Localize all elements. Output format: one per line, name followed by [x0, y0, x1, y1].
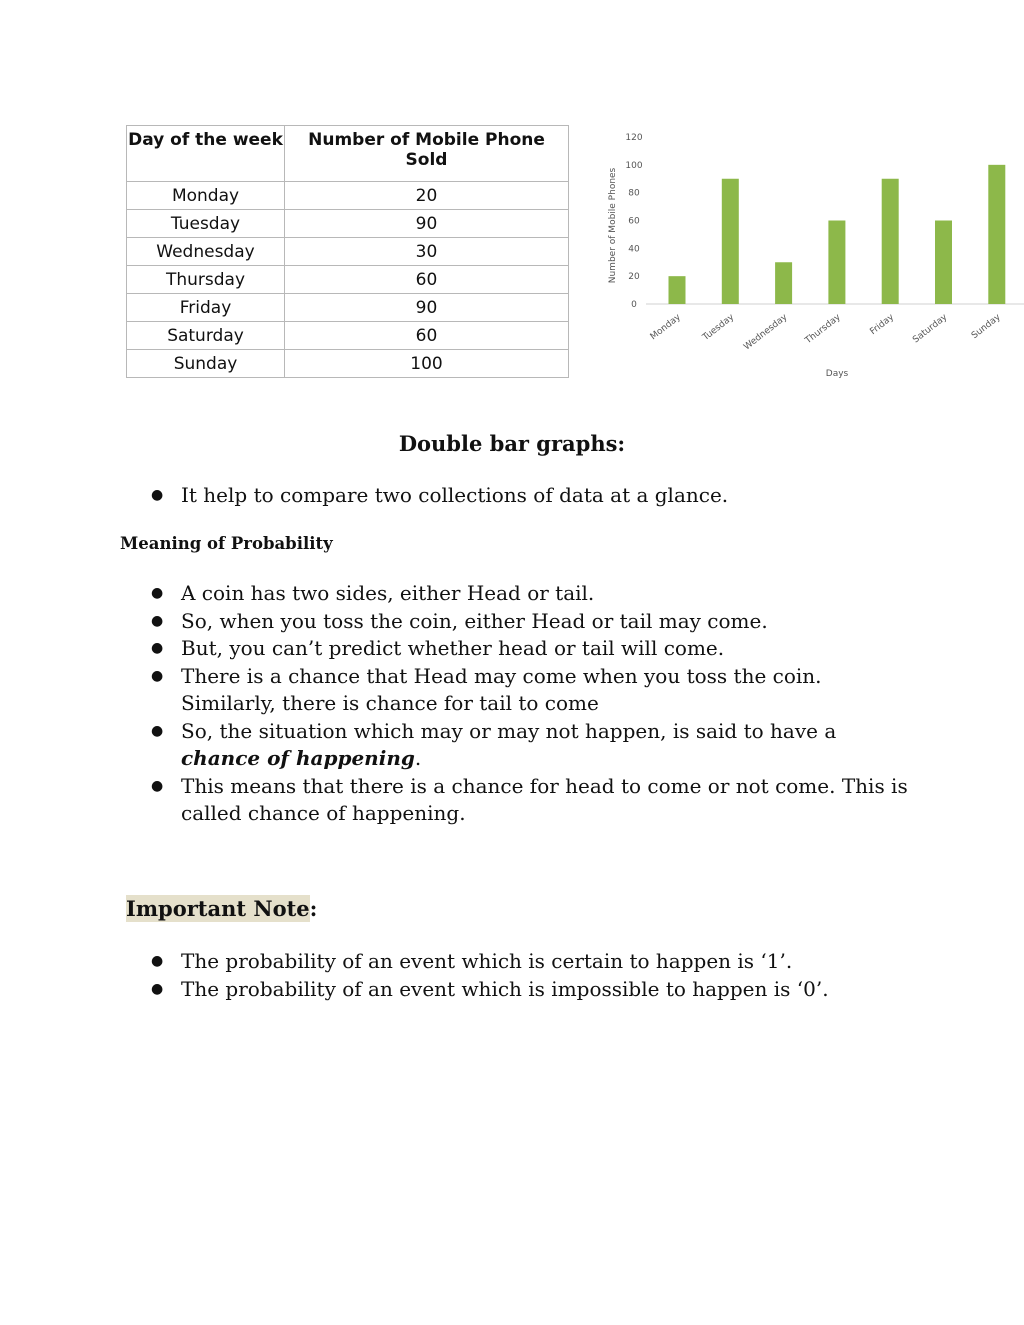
table-row	[127, 210, 569, 238]
y-tick-label: 80	[628, 188, 640, 199]
bar-sunday	[988, 165, 1005, 304]
table-row	[127, 322, 569, 350]
bullet-icon: ●	[151, 487, 164, 503]
bullet-icon: ●	[151, 980, 164, 997]
x-axis-label: Days	[825, 369, 849, 379]
phones-sold-table	[126, 125, 569, 378]
double-bar-heading: Double bar graphs:	[398, 431, 626, 456]
table-cell-count: 60	[285, 322, 569, 350]
table-row	[127, 266, 569, 294]
emphasis-chance-of-happening: chance of happening	[181, 746, 415, 770]
x-tick-label: Friday	[868, 312, 897, 338]
x-tick-label: Thursday	[803, 312, 843, 347]
probability-heading: Meaning of Probability	[120, 534, 333, 553]
table-cell-day: Thursday	[127, 266, 285, 294]
table-cell-count: 90	[285, 210, 569, 238]
bullet-icon: ●	[151, 585, 164, 601]
table-header-count: Number of Mobile Phone Sold	[285, 126, 569, 182]
table-cell-day: Wednesday	[127, 238, 285, 266]
x-tick-label: Sunday	[969, 312, 1003, 342]
list-item	[148, 635, 918, 663]
list-item-text: This means that there is a chance for head to come or not come. This is called chance of happening.	[181, 773, 908, 825]
list-item-text: A coin has two sides, either Head or tail.	[181, 581, 595, 605]
y-axis-label: Number of Mobile Phones	[608, 167, 618, 284]
chart-bars	[669, 165, 1006, 304]
table-cell-day: Saturday	[127, 322, 285, 350]
table-header-day: Day of the week	[127, 126, 285, 182]
bullet-icon: ●	[151, 640, 164, 656]
list-item	[148, 948, 918, 976]
x-tick-label: Tuesday	[701, 312, 737, 343]
table-cell-count: 60	[285, 266, 569, 294]
list-item	[148, 718, 918, 773]
table-cell-count: 20	[285, 182, 569, 210]
table-header-row	[127, 126, 569, 182]
bar-monday	[669, 276, 686, 304]
list-item-text: But, you can’t predict whether head or tail will come.	[181, 636, 725, 660]
table-cell-day: Friday	[127, 294, 285, 322]
y-tick-label: 100	[625, 160, 643, 171]
y-tick-label: 60	[628, 216, 640, 227]
important-note-colon: :	[309, 896, 318, 921]
x-tick-label: Saturday	[911, 312, 950, 346]
bullet-icon: ●	[151, 953, 164, 969]
important-note-label: Important Note	[126, 896, 310, 921]
probability-list	[148, 580, 918, 828]
bar-wednesday	[775, 262, 792, 304]
y-tick-label: 120	[625, 133, 643, 143]
list-item-text-suffix: .	[414, 746, 422, 770]
bullet-icon: ●	[151, 612, 164, 629]
bullet-icon: ●	[151, 777, 164, 794]
bar-tuesday	[722, 179, 739, 304]
list-item	[148, 773, 918, 828]
list-item	[148, 663, 918, 718]
x-tick-label: Monday	[648, 312, 683, 343]
y-tick-label: 0	[631, 300, 637, 310]
bar-saturday	[935, 221, 952, 305]
y-tick-label: 40	[628, 244, 640, 255]
bullet-icon: ●	[151, 667, 164, 684]
list-item-text: It help to compare two collections of data at a glance.	[181, 483, 729, 507]
bar-friday	[882, 179, 899, 304]
phones-bar-chart	[598, 128, 1024, 384]
list-item-text: The probability of an event which is impossible to happen is ‘0’.	[181, 976, 829, 1001]
list-item-text: The probability of an event which is certain to happen is ‘1’.	[181, 949, 793, 973]
important-note-heading	[126, 896, 317, 921]
table-row	[127, 350, 569, 378]
table-cell-day: Monday	[127, 182, 285, 210]
double-bar-list	[148, 482, 918, 510]
important-note-list	[148, 948, 918, 1003]
list-item-text-prefix: So, the situation which may or may not happen, is said to have a	[181, 718, 837, 743]
list-item-text: So, when you toss the coin, either Head or tail may come.	[181, 608, 768, 633]
bar-thursday	[828, 221, 845, 305]
table-cell-count: 100	[285, 350, 569, 378]
table-cell-count: 90	[285, 294, 569, 322]
table-cell-count: 30	[285, 238, 569, 266]
table-cell-day: Sunday	[127, 350, 285, 378]
list-item-text: There is a chance that Head may come when you toss the coin. Similarly, there is chance for tail to come	[181, 663, 822, 715]
list-item	[148, 608, 918, 636]
y-tick-label: 20	[628, 272, 640, 283]
list-item	[148, 482, 918, 510]
list-item	[148, 580, 918, 608]
table-row	[127, 238, 569, 266]
table-row	[127, 294, 569, 322]
bullet-icon: ●	[151, 722, 164, 739]
x-tick-label: Wednesday	[742, 312, 790, 353]
table-cell-day: Tuesday	[127, 210, 285, 238]
list-item	[148, 976, 918, 1004]
table-row	[127, 182, 569, 210]
